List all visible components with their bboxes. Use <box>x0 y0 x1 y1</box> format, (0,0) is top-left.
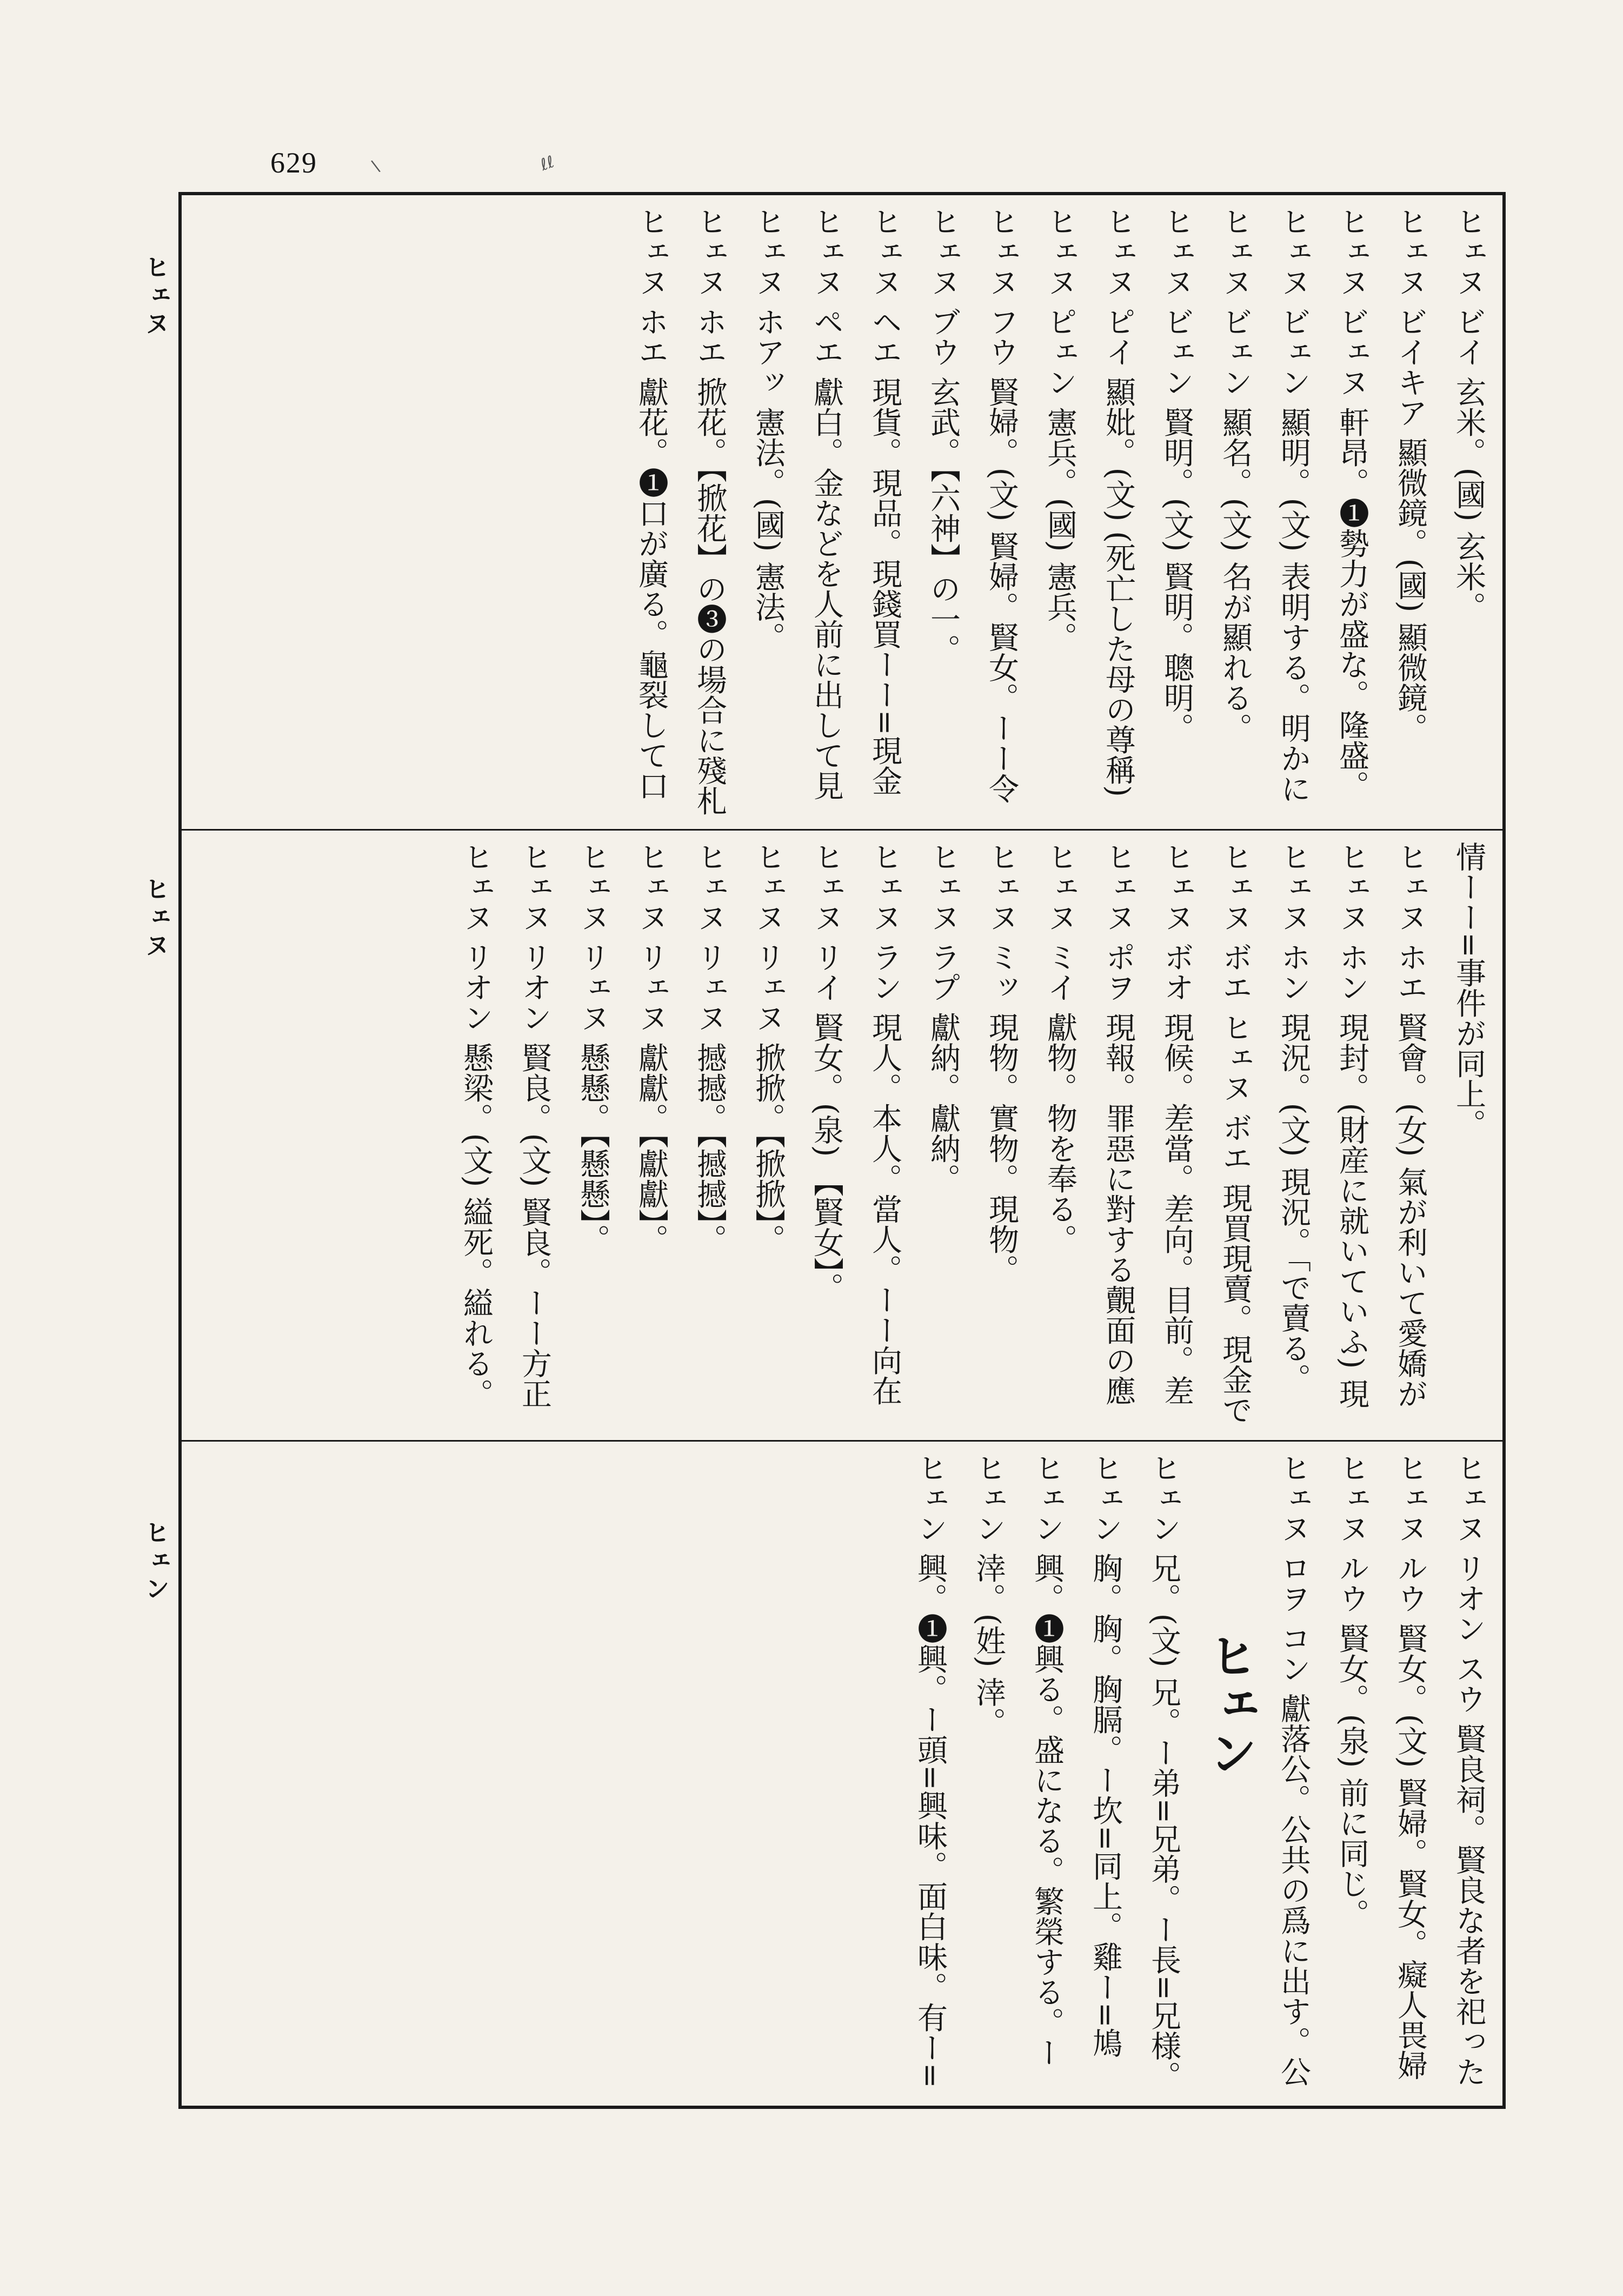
dictionary-entry: ヒェン 涬。(姓) 涬。 <box>971 1452 1006 1738</box>
dictionary-entry: ヒェヌ ビェヌ 軒昂。➊勢力が盛な。隆盛。 <box>1334 206 1369 801</box>
side-label-tier3: ヒェン <box>141 1519 170 1604</box>
entries-tier-bottom <box>191 1452 1492 2096</box>
dictionary-entry: ヒェヌ ヘエ 現貨。現品。現錢買ーー=現金 <box>867 206 902 796</box>
dictionary-entry: ヒェヌ ラン 現人。本人。當人。ーー向在 <box>867 841 902 1406</box>
dictionary-entry: ヒェヌ ルウ 賢女。(泉) 前に同じ。 <box>1334 1452 1369 1929</box>
dictionary-entry: ヒェヌ リオン スウ 賢良祠。賢良な者を祀った <box>1451 1452 1486 2087</box>
dictionary-entry: 情ーー=事件が同上。 <box>1451 841 1486 1139</box>
stray-mark: ℓℓ <box>537 152 557 175</box>
dictionary-entry: ヒェヌ ブウ 玄武。【六神】の一。 <box>926 206 961 665</box>
dictionary-entry: ヒェヌ ホエ 掀花。【掀花】の➌の場合に殘札 <box>692 206 727 816</box>
page-number: 629 <box>270 147 317 179</box>
dictionary-entry: ヒェヌ ビェン 顯明。(文) 表明する。明かに <box>1276 206 1311 804</box>
tier-top <box>182 195 1502 831</box>
dictionary-entry: ヒェヌ ホエ 賢會。(女) 氣が利いて愛嬌が <box>1393 841 1428 1409</box>
entries-tier-middle <box>191 841 1492 1430</box>
entries-tier-top <box>191 206 1492 819</box>
dictionary-entry: ヒェヌ ミイ 獻物。物を奉る。 <box>1042 841 1077 1255</box>
dictionary-entry: ヒェヌ ビイキア 顯微鏡。(國) 顯微鏡。 <box>1393 206 1428 744</box>
dictionary-entry: ヒェヌ リェヌ 掀掀。【掀掀】。 <box>750 841 786 1255</box>
dictionary-entry: ヒェン 胸。胸。胸膈。ー坎=同上。雞ー=鳩 <box>1088 1452 1123 2058</box>
dictionary-entry: ヒェヌ ホエ 獻花。➊口が廣る。龜裂して口 <box>634 206 669 801</box>
dictionary-entry: ヒェヌ ピイ 顯妣。(文) (死亡した母の尊稱) <box>1101 206 1136 797</box>
dictionary-entry: ヒェヌ ビイ 玄米。(國) 玄米。 <box>1451 206 1486 622</box>
dictionary-entry: ヒェヌ ホン 現況。(文) 現況。「で賣る。 <box>1276 841 1311 1394</box>
side-label-tier1: ヒェヌ <box>141 254 170 339</box>
dictionary-frame <box>178 192 1506 2109</box>
dictionary-entry: ヒェヌ ルウ 賢女。(文) 賢婦。賢女。癡人畏婦 <box>1393 1452 1428 2081</box>
dictionary-entry: ヒェヌ リェヌ 獻獻。【獻獻】。 <box>634 841 669 1255</box>
dictionary-entry: ヒェン 興。➊興。ー頭=興味。面白味。有ー= <box>913 1452 948 2088</box>
dictionary-entry: ヒェヌ ボエ ヒェヌ ボエ 現買現賣。現金で <box>1218 841 1253 1425</box>
side-label-tier2: ヒェヌ <box>141 876 170 960</box>
dictionary-entry: ヒェヌ ペエ 獻白。金などを人前に出して見 <box>809 206 844 801</box>
dictionary-entry: ヒェヌ リイ 賢女。(泉) 【賢女】。 <box>809 841 844 1303</box>
tier-middle <box>182 831 1502 1442</box>
dictionary-entry: ヒェヌ ロヲ コン 獻落公。公共の爲に出す。公 <box>1276 1452 1311 2087</box>
dictionary-entry: ヒェヌ リオン 賢良。(文) 賢良。ーー方正 <box>517 841 552 1409</box>
dictionary-entry: ヒェヌ ホン 現封。(財産に就いていふ) 現 <box>1334 841 1369 1409</box>
dictionary-entry: ヒェヌ ポヲ 現報。罪惡に對する覿面の應 <box>1101 841 1136 1406</box>
dictionary-entry: ヒェヌ ピェン 憲兵。(國) 憲兵。 <box>1042 206 1077 653</box>
dictionary-entry: ヒェヌ ラプ 獻納。獻納。 <box>926 841 961 1194</box>
dictionary-entry: ヒェヌ ボオ 現候。差當。差向。目前。差 <box>1159 841 1194 1406</box>
dictionary-entry: ヒェヌ ホアッ 憲法。(國) 憲法。 <box>750 206 786 653</box>
dictionary-entry: ヒェヌ リオン 懸梁。(文) 縊死。縊れる。 <box>458 841 494 1409</box>
dictionary-entry: ヒェヌ リェヌ 懸懸。【懸懸】。 <box>575 841 610 1255</box>
dictionary-entry: ヒェヌ フウ 賢婦。(文) 賢婦。賢女。ーー令 <box>984 206 1019 804</box>
dictionary-entry: ヒェン 兄。(文) 兄。ー弟=兄弟。ー長=兄様。 <box>1146 1452 1181 2092</box>
dictionary-entry: ヒェヌ ビェン 賢明。(文) 賢明。聰明。 <box>1159 206 1194 744</box>
section-heading: ヒェン <box>1200 1631 1257 1777</box>
dictionary-entry: ヒェヌ ビェン 顯名。(文) 名が顯れる。 <box>1218 206 1253 744</box>
dictionary-entry: ヒェヌ リェヌ 撼撼。【撼撼】。 <box>692 841 727 1255</box>
stray-mark: \ <box>370 156 382 176</box>
tier-bottom <box>182 1442 1502 2106</box>
dictionary-entry: ヒェヌ ミッ 現物。實物。現物。 <box>984 841 1019 1285</box>
dictionary-entry: ヒェン 興。➊興る。盛になる。繁榮する。ー <box>1029 1452 1065 2068</box>
